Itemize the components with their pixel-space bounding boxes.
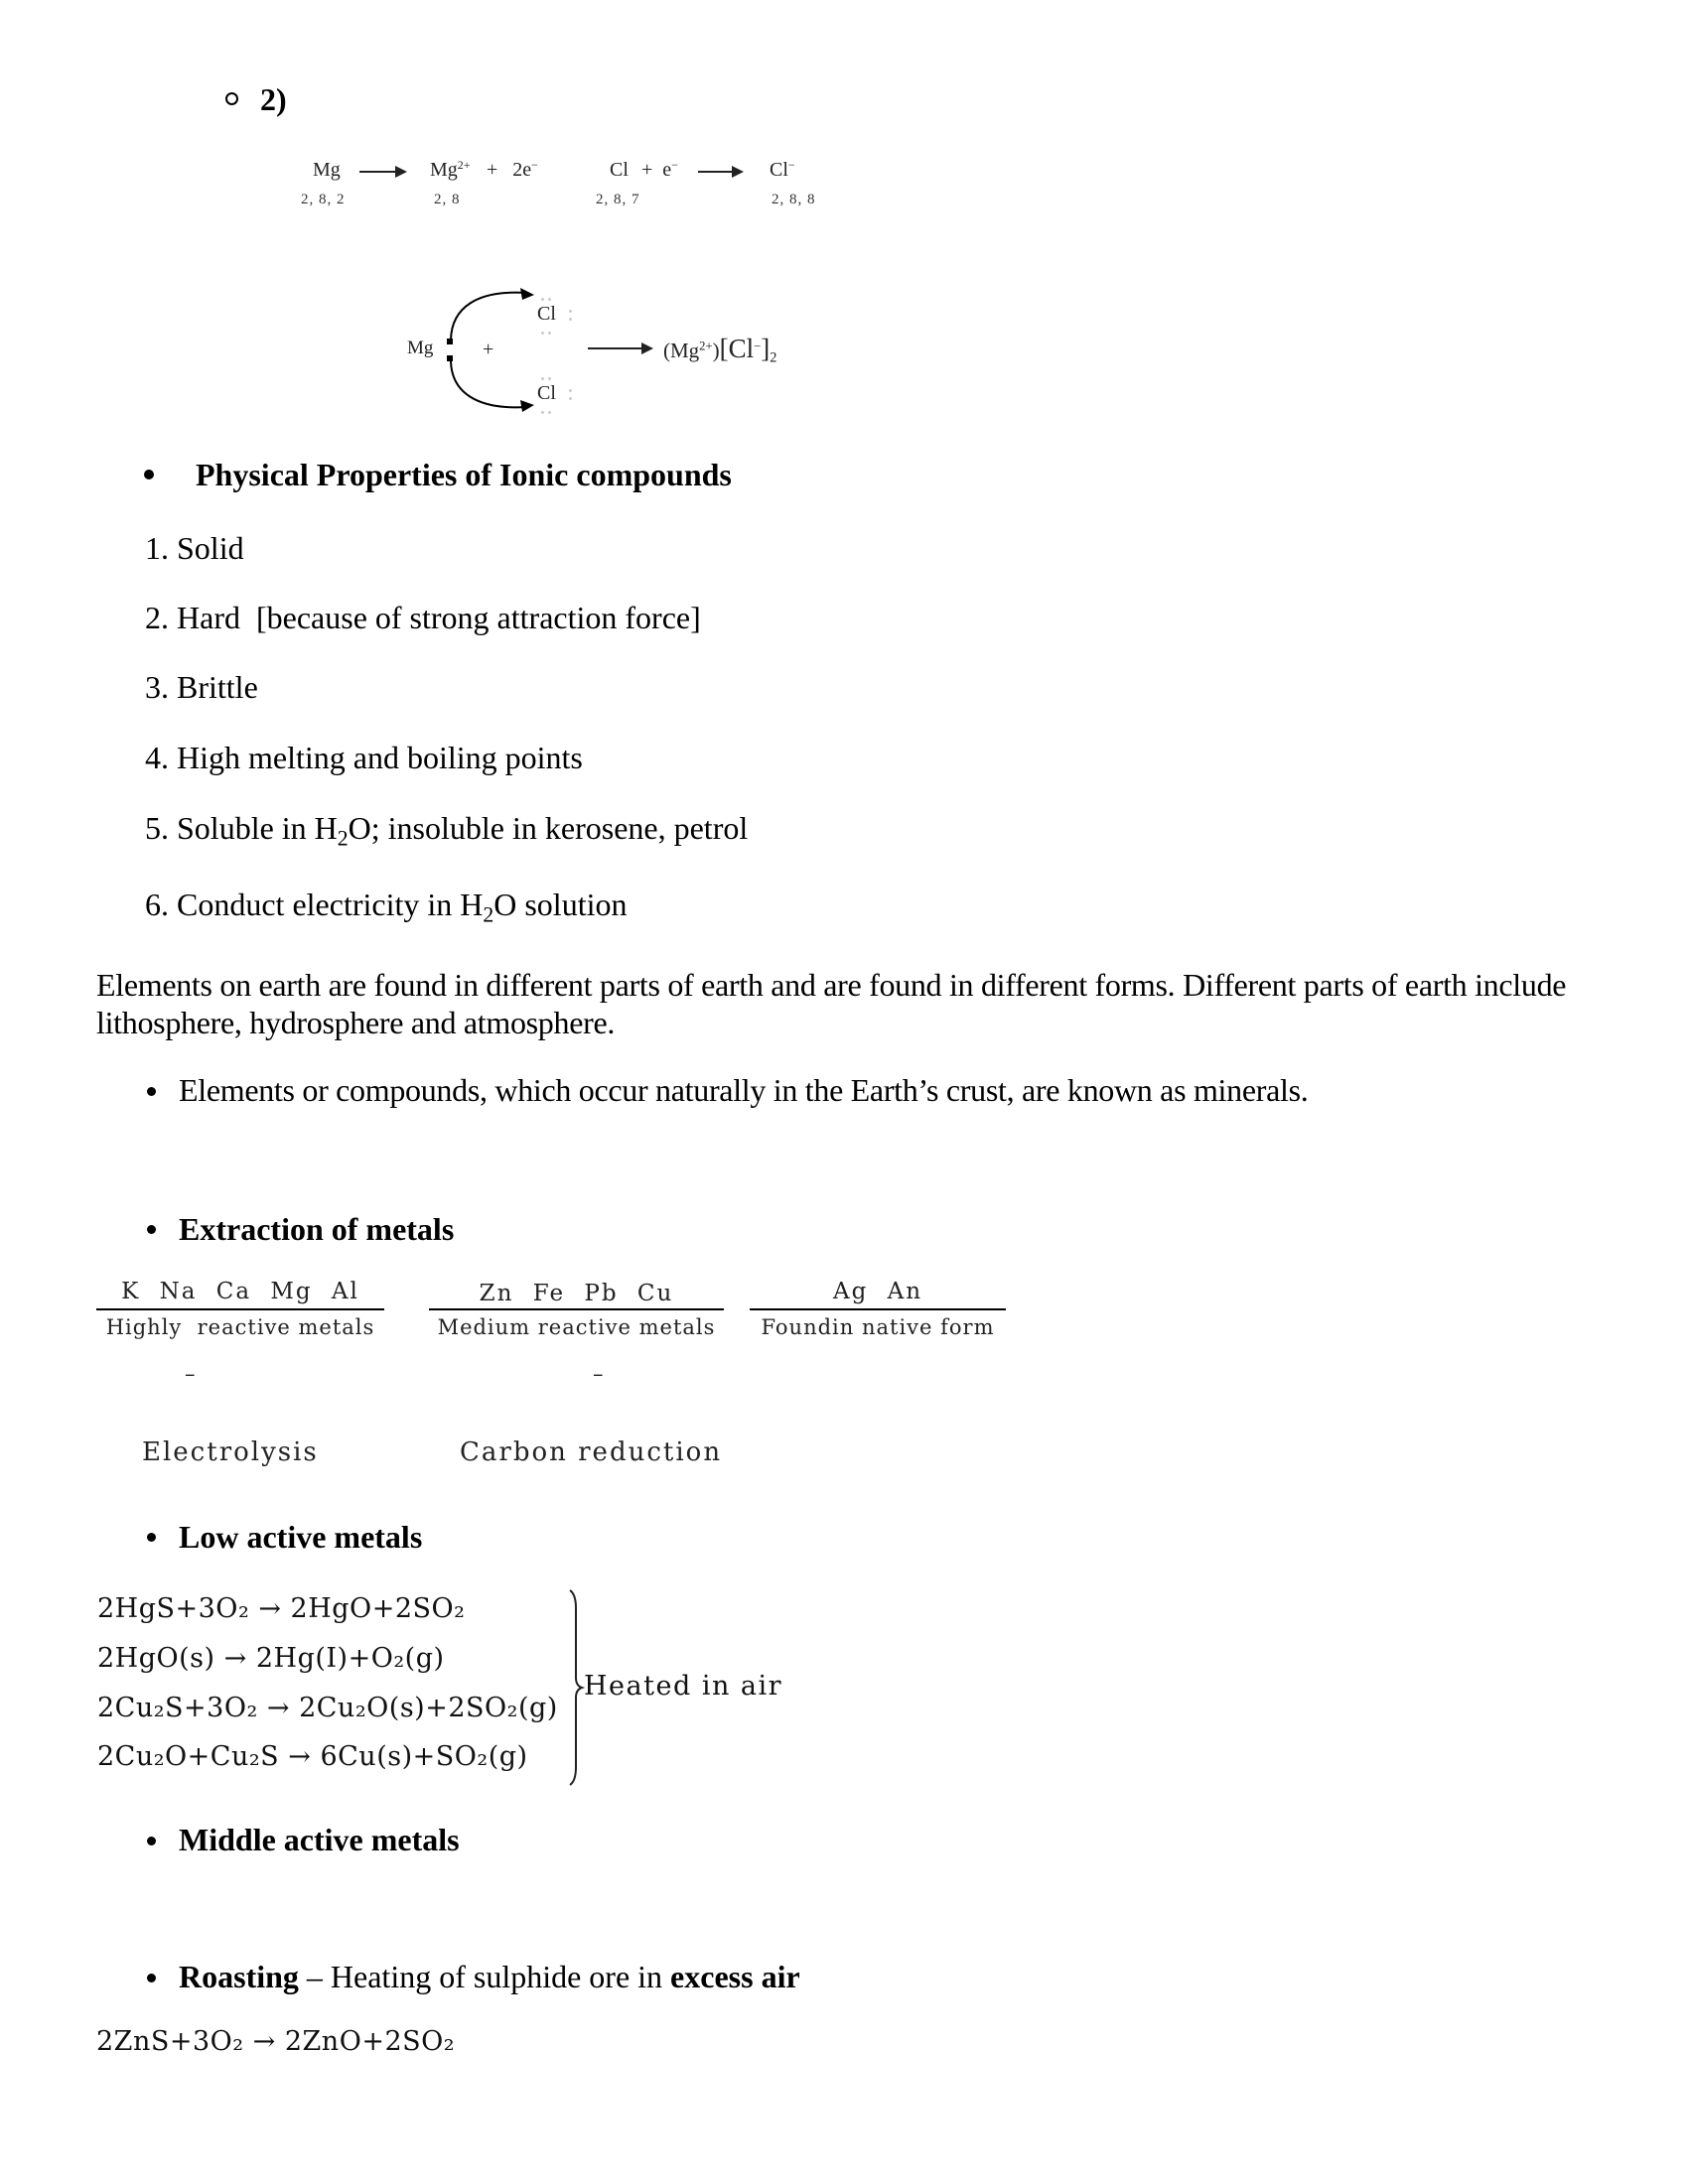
list-item: 5. Soluble in $H_2O$; insoluble in kerosene, petrol xyxy=(145,810,749,851)
highly-reactive-symbols: K Na Ca Mg Al xyxy=(121,1279,359,1304)
list-item: 1. Solid xyxy=(145,530,244,566)
divider xyxy=(429,1308,724,1310)
dot-diagram-cl-top: Cl xyxy=(537,303,556,325)
ionic-product: $(Mg^{2+})[Cl^-]_2$ xyxy=(663,334,777,366)
cl-symbol: Cl xyxy=(610,159,629,181)
low-active-heading: Low active metals xyxy=(179,1519,423,1555)
heated-in-air-note: Heated in air xyxy=(584,1671,783,1702)
right-brace-icon xyxy=(566,1588,586,1787)
divider xyxy=(750,1308,1006,1310)
physical-properties-heading: Physical Properties of Ionic compounds xyxy=(196,457,732,492)
bullet-icon xyxy=(147,1533,156,1542)
roasting-equation: 2ZnS+3O₂ → 2ZnO+2SO₂ xyxy=(96,2026,456,2057)
roasting-definition: Roasting – Heating of sulphide ore in excess air xyxy=(179,1959,800,1994)
equation: 2Cu₂O+Cu₂S → 6Cu(s)+SO₂(g) xyxy=(97,1741,528,1772)
intro-paragraph: Elements on earth are found in different parts of earth and are found in different forms. Different parts of earth include lithosphere, hydrosphere and atmosphere. xyxy=(96,967,1567,1040)
list-item: 4. High melting and boiling points xyxy=(145,740,583,775)
bullet-icon xyxy=(147,1225,156,1234)
highly-reactive-label: Highly reactive metals xyxy=(105,1315,375,1339)
native-form-label: Foundin native form xyxy=(761,1315,995,1339)
cl-ion-config: 2, 8, 8 xyxy=(772,192,816,207)
dot-diagram-mg: Mg xyxy=(407,338,434,358)
mg-ion-config: 2, 8 xyxy=(434,192,461,207)
cl-ion-symbol: Cl− xyxy=(770,157,795,181)
arrow-right-icon xyxy=(359,171,405,173)
bullet-icon xyxy=(147,1087,156,1096)
equation: 2HgO(s) → 2Hg(I)+O₂(g) xyxy=(97,1643,445,1674)
list-item: 6. Conduct electricity in $H_2O$ solution xyxy=(145,887,628,927)
equation: 2HgS+3O₂ → 2HgO+2SO₂ xyxy=(97,1593,466,1624)
dash: – xyxy=(185,1362,197,1386)
arrow-right-icon xyxy=(588,347,651,349)
dot-diagram-cl-bottom: Cl xyxy=(537,382,556,404)
arrow-right-icon xyxy=(698,171,742,173)
list-item: 2. Hard [because of strong attraction force] xyxy=(145,600,701,635)
equation: 2Cu₂S+3O₂ → 2Cu₂O(s)+2SO₂(g) xyxy=(97,1693,558,1723)
electron-gain: + e− xyxy=(641,157,678,181)
electrons-lost: + 2e− xyxy=(487,157,538,181)
extraction-heading: Extraction of metals xyxy=(179,1211,455,1247)
list-item: 3. Brittle xyxy=(145,669,258,705)
mg-symbol: Mg xyxy=(313,159,341,181)
minerals-definition: Elements or compounds, which occur naturally in the Earth’s crust, are known as minerals. xyxy=(179,1072,1309,1108)
middle-active-heading: Middle active metals xyxy=(179,1822,460,1857)
dot-diagram-plus: + xyxy=(483,339,494,360)
electrolysis-method: Electrolysis xyxy=(142,1437,319,1467)
native-form-symbols: Ag An xyxy=(832,1279,923,1304)
sub-item-marker: 2) xyxy=(260,81,287,117)
mg-config: 2, 8, 2 xyxy=(301,192,346,207)
cl-config: 2, 8, 7 xyxy=(596,192,640,207)
medium-reactive-symbols: Zn Fe Pb Cu xyxy=(479,1281,674,1306)
dash: – xyxy=(593,1362,605,1386)
divider xyxy=(96,1308,384,1310)
bullet-icon xyxy=(147,1837,156,1845)
bullet-icon xyxy=(147,1974,156,1982)
mg-ion-symbol: $Mg^{2+}$ xyxy=(430,157,471,181)
carbon-reduction-method: Carbon reduction xyxy=(460,1437,723,1467)
circle-bullet-icon xyxy=(225,92,238,105)
medium-reactive-label: Medium reactive metals xyxy=(437,1315,716,1339)
bullet-icon xyxy=(144,470,154,479)
